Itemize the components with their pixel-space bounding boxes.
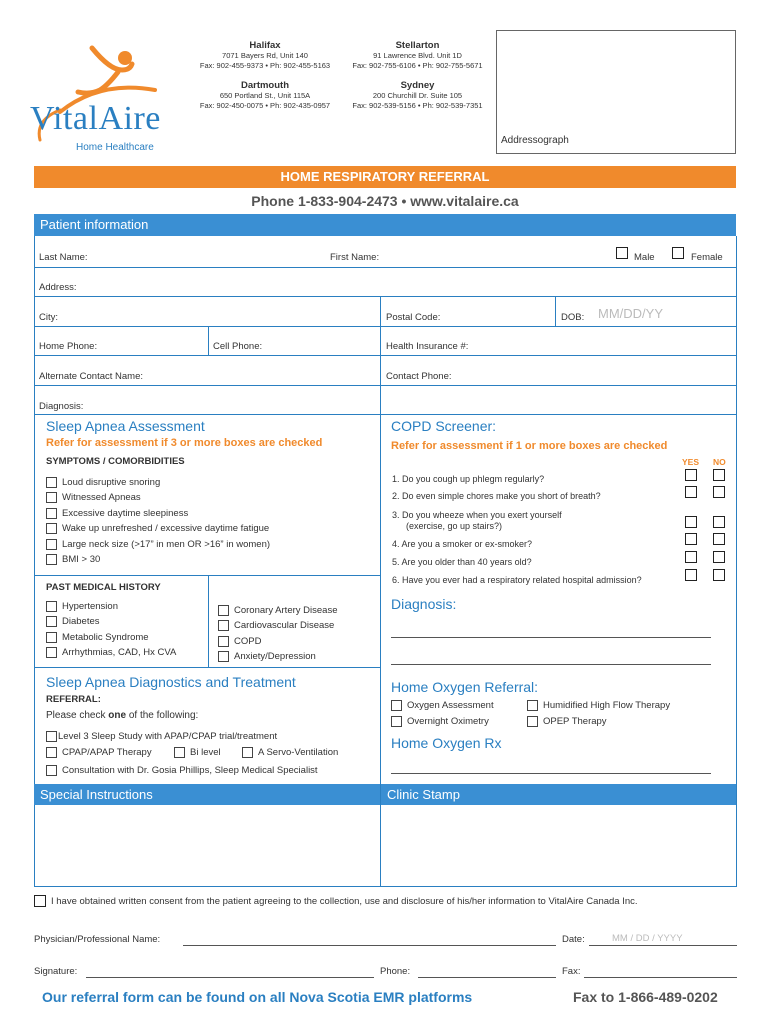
checkbox[interactable] <box>218 651 229 662</box>
phone-line-field[interactable] <box>418 977 556 978</box>
checkbox[interactable] <box>46 632 57 643</box>
clinic-stamp-area[interactable] <box>381 805 736 886</box>
patient-info-title: Patient information <box>40 217 149 232</box>
special-instructions-header: Special Instructions <box>34 784 380 805</box>
sleep-dx-option[interactable]: Bi level <box>174 747 221 758</box>
sleep-assessment-title: Sleep Apnea Assessment <box>46 418 205 434</box>
col-divider <box>208 575 209 667</box>
form-title: HOME RESPIRATORY REFERRAL <box>280 169 490 184</box>
consent-checkbox[interactable] <box>34 895 46 907</box>
office-city: Stellarton <box>395 40 440 51</box>
pmh-item[interactable]: Cardiovascular Disease <box>218 620 334 631</box>
oxygen-option[interactable]: Overnight Oximetry <box>391 716 489 727</box>
address-label: Address: <box>39 282 77 293</box>
checkbox[interactable] <box>46 731 57 742</box>
oxygen-option[interactable]: Oxygen Assessment <box>391 700 494 711</box>
checkbox[interactable] <box>46 601 57 612</box>
dob-label: DOB: <box>561 312 585 323</box>
copd-no-checkbox[interactable] <box>713 516 725 528</box>
brand-name: VitalAire <box>30 100 161 137</box>
symptoms-header: SYMPTOMS / COMORBIDITIES <box>46 456 185 467</box>
office-address: 200 Churchill Dr. Suite 105 <box>372 91 463 100</box>
diagnosis-line[interactable] <box>391 637 711 638</box>
copd-yes-checkbox[interactable] <box>685 486 697 498</box>
copd-yes-checkbox[interactable] <box>685 516 697 528</box>
checkbox[interactable] <box>46 747 57 758</box>
sleep-dx-option[interactable]: Level 3 Sleep Study with APAP/CPAP trial/treatment <box>46 731 277 742</box>
office-dartmouth <box>190 80 340 111</box>
checkbox[interactable] <box>46 765 57 776</box>
oxygen-title: Home Oxygen Referral: <box>391 679 539 695</box>
alt-contact-label: Alternate Contact Name: <box>39 371 144 382</box>
patient-info-header <box>34 214 736 236</box>
office-contact: Fax: 902-455-9373 • Ph: 902-455-5163 <box>199 61 331 70</box>
date-placeholder[interactable]: MM / DD / YYYY <box>612 933 683 944</box>
date-label: Date: <box>562 934 585 945</box>
last-name-label: Last Name: <box>39 252 88 263</box>
row-divider <box>34 355 737 356</box>
copd-question: 6. Have you ever had a respiratory related hospital admission? <box>392 575 642 585</box>
checkbox[interactable] <box>242 747 253 758</box>
oxygen-option[interactable]: OPEP Therapy <box>527 716 607 727</box>
office-city: Halifax <box>249 40 281 51</box>
yes-header: YES <box>682 457 700 467</box>
referral-label: REFERRAL: <box>46 694 101 705</box>
checkbox[interactable] <box>218 605 229 616</box>
row-divider <box>34 385 737 386</box>
col-divider <box>555 296 556 326</box>
date-line <box>589 945 737 946</box>
office-contact: Fax: 902-539-5156 • Ph: 902-539-7351 <box>352 101 483 110</box>
copd-no-checkbox[interactable] <box>713 533 725 545</box>
row-divider <box>34 296 737 297</box>
row-divider <box>34 267 737 268</box>
pmh-header: PAST MEDICAL HISTORY <box>46 582 161 593</box>
copd-question: 4. Are you a smoker or ex-smoker? <box>392 539 533 549</box>
row-divider <box>34 667 380 668</box>
pmh-item[interactable]: COPD <box>218 636 261 647</box>
symptom-item[interactable]: Excessive daytime sleepiness <box>46 508 188 519</box>
symptom-item[interactable]: BMI > 30 <box>46 554 100 565</box>
sleep-refer-note: Refer for assessment if 3 or more boxes are checked <box>46 437 323 449</box>
checkbox[interactable] <box>218 636 229 647</box>
footer-emr-note: Our referral form can be found on all Nova Scotia EMR platforms <box>42 989 473 1005</box>
copd-refer-note: Refer for assessment if 1 or more boxes are checked <box>391 440 668 452</box>
pmh-item[interactable]: Arrhythmias, CAD, Hx CVA <box>46 647 176 658</box>
checkbox[interactable] <box>46 616 57 627</box>
checkbox[interactable] <box>46 523 57 534</box>
oxygen-rx-line[interactable] <box>391 773 711 774</box>
copd-no-checkbox[interactable] <box>713 569 725 581</box>
checkbox[interactable] <box>174 747 185 758</box>
home-phone-label: Home Phone: <box>39 341 98 352</box>
sleep-dx-option[interactable]: CPAP/APAP Therapy <box>46 747 152 758</box>
office-city: Sydney <box>400 80 435 91</box>
copd-question: 1. Do you cough up phlegm regularly? <box>392 474 545 484</box>
checkbox[interactable] <box>46 647 57 658</box>
female-label: Female <box>691 252 723 263</box>
health-ins-label: Health Insurance #: <box>386 341 469 352</box>
office-city: Dartmouth <box>240 80 290 91</box>
office-contact: Fax: 902-755-6106 • Ph: 902-755-5671 <box>352 61 483 70</box>
copd-no-checkbox[interactable] <box>713 486 725 498</box>
first-name-label: First Name: <box>330 252 380 263</box>
postal-label: Postal Code: <box>386 312 441 323</box>
dob-placeholder[interactable]: MM/DD/YY <box>598 306 663 321</box>
copd-question-cont: (exercise, go up stairs?) <box>406 521 503 531</box>
form-right-border <box>736 236 737 886</box>
addressograph-label: Addressograph <box>501 135 569 146</box>
copd-no-checkbox[interactable] <box>713 551 725 563</box>
checkbox[interactable] <box>46 492 57 503</box>
checkbox[interactable] <box>527 700 538 711</box>
copd-question: 2. Do even simple chores make you short of breath? <box>392 491 601 501</box>
office-address: 7071 Bayers Rd, Unit 140 <box>222 51 308 60</box>
sleep-dx-option[interactable]: A Servo-Ventilation <box>242 747 338 758</box>
copd-title: COPD Screener: <box>391 418 497 434</box>
oxygen-option[interactable]: Humidified High Flow Therapy <box>527 700 670 711</box>
copd-yes-checkbox[interactable] <box>685 533 697 545</box>
office-address: 91 Lawrence Blvd. Unit 1D <box>373 51 462 60</box>
signature-label: Signature: <box>34 966 78 977</box>
no-header: NO <box>713 457 726 467</box>
pmh-item[interactable]: Diabetes <box>46 616 100 627</box>
copd-diagnosis-title: Diagnosis: <box>391 596 457 612</box>
physician-label: Physician/Professional Name: <box>34 934 161 945</box>
symptom-item[interactable]: Witnessed Apneas <box>46 492 141 503</box>
checkbox[interactable] <box>46 477 57 488</box>
diagnosis-line[interactable] <box>391 664 711 665</box>
office-address: 650 Portland St., Unit 115A <box>219 91 311 100</box>
male-checkbox[interactable] <box>616 247 628 259</box>
symptom-item[interactable]: Loud disruptive snoring <box>46 477 160 488</box>
checkbox[interactable] <box>218 620 229 631</box>
checkbox[interactable] <box>46 554 57 565</box>
pmh-item[interactable]: Anxiety/Depression <box>218 651 316 662</box>
form-bottom-border <box>34 886 737 887</box>
checkbox[interactable] <box>527 716 538 727</box>
phone-line: Phone 1-833-904-2473 • www.vitalaire.ca <box>251 193 519 209</box>
pmh-item[interactable]: Coronary Artery Disease <box>218 605 337 616</box>
female-checkbox[interactable] <box>672 247 684 259</box>
row-divider <box>34 326 737 327</box>
footer-fax: Fax to 1-866-489-0202 <box>573 989 718 1005</box>
checkbox[interactable] <box>46 508 57 519</box>
row-divider <box>34 575 380 576</box>
pmh-item[interactable]: Metabolic Syndrome <box>46 632 149 643</box>
copd-yes-checkbox[interactable] <box>685 551 697 563</box>
col-divider <box>380 296 381 416</box>
contact-phone-label: Contact Phone: <box>386 371 452 382</box>
city-label: City: <box>39 312 58 323</box>
phone-label: Phone: <box>380 966 411 977</box>
col-divider <box>208 326 209 355</box>
consent-text: I have obtained written consent from the patient agreeing to the collection, use and disclosure of his/her information to VitalAire Canada Inc. <box>51 896 638 907</box>
copd-yes-checkbox[interactable] <box>685 469 697 481</box>
copd-no-checkbox[interactable] <box>713 469 725 481</box>
sleep-dx-title: Sleep Apnea Diagnostics and Treatment <box>46 674 296 690</box>
check-one-instruction: Please check one of the following: <box>46 710 199 721</box>
checkbox[interactable] <box>391 700 402 711</box>
copd-question: 5. Are you older than 40 years old? <box>392 557 532 567</box>
symptom-item[interactable]: Large neck size (>17” in men OR >16” in women) <box>46 539 270 550</box>
cell-phone-label: Cell Phone: <box>213 341 263 352</box>
male-label: Male <box>634 252 655 263</box>
office-stellarton <box>340 40 495 71</box>
checkbox[interactable] <box>391 716 402 727</box>
physician-line[interactable] <box>183 945 556 946</box>
office-halifax <box>190 40 340 71</box>
pmh-item[interactable]: Hypertension <box>46 601 118 612</box>
oxygen-rx-title: Home Oxygen Rx <box>391 735 502 751</box>
office-sydney <box>340 80 495 111</box>
copd-question: 3. Do you wheeze when you exert yourself <box>392 510 562 520</box>
form-title-bar <box>34 166 736 188</box>
signature-line[interactable] <box>86 977 374 978</box>
fax-label: Fax: <box>562 966 581 977</box>
checkbox[interactable] <box>46 539 57 550</box>
brand-tagline: Home Healthcare <box>76 142 154 153</box>
office-contact: Fax: 902-450-0075 • Ph: 902-435-0957 <box>199 101 331 110</box>
fax-line[interactable] <box>584 977 737 978</box>
symptom-item[interactable]: Wake up unrefreshed / excessive daytime fatigue <box>46 523 269 534</box>
sleep-dx-option[interactable]: Consultation with Dr. Gosia Phillips, Sleep Medical Specialist <box>46 765 318 776</box>
addressograph-box[interactable] <box>496 30 736 154</box>
clinic-stamp-header: Clinic Stamp <box>381 784 736 805</box>
row-divider <box>34 414 737 415</box>
diagnosis-label: Diagnosis: <box>39 401 84 412</box>
special-instructions-area[interactable] <box>35 805 380 886</box>
copd-yes-checkbox[interactable] <box>685 569 697 581</box>
